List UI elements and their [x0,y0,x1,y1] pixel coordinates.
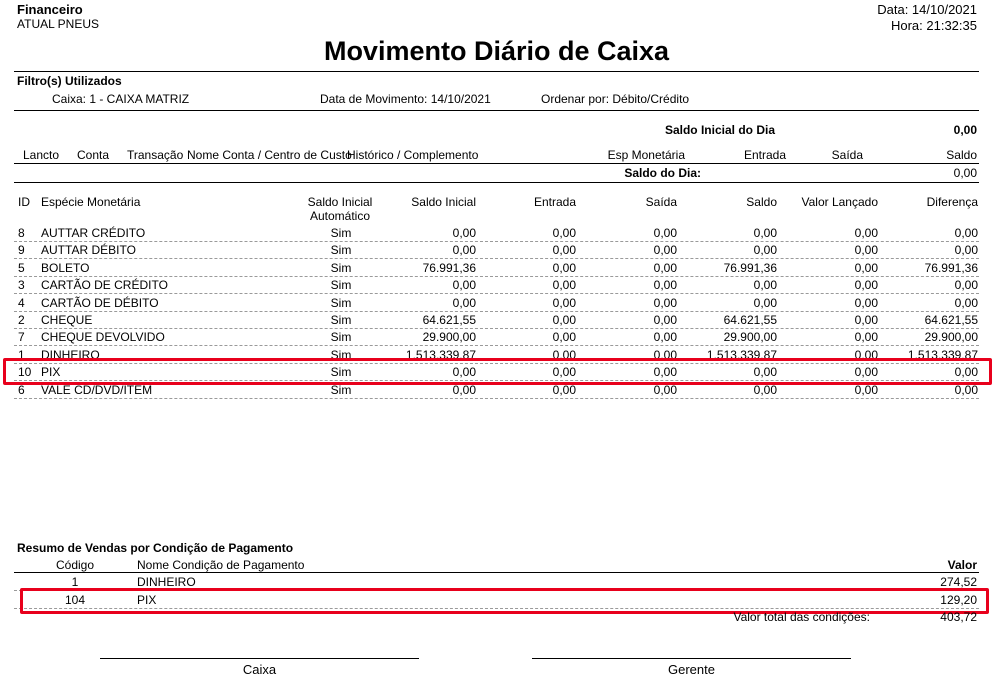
filter-ordenar: Ordenar por: Débito/Crédito [541,92,690,106]
pix-highlight-box [3,358,992,385]
especie-cell-id: 2 [18,313,25,327]
especie-cell-saldo-inicial: 29.900,00 [422,330,476,344]
especie-cell-nome: CARTÃO DE CRÉDITO [41,278,168,292]
header-divider [14,71,979,72]
especie-cell-auto: Sim [330,348,352,362]
especie-cell-entrada: 0,00 [552,278,576,292]
especie-cell-diferenca: 0,00 [954,226,978,240]
especie-cell-valor-lancado: 0,00 [854,226,878,240]
especie-cell-diferenca: 29.900,00 [924,330,978,344]
especie-cell-diferenca: 1.513.339,87 [907,348,978,362]
resumo-row-2-valor: 129,20 [940,593,977,607]
saldo-inicial-value: 0,00 [953,123,977,137]
especie-cell-saida: 0,00 [653,383,677,397]
especie-row-divider [14,241,979,242]
especie-cell-auto: Sim [330,243,352,257]
col-lancto: Lancto [23,148,60,162]
filter-caixa: Caixa: 1 - CAIXA MATRIZ [52,92,190,106]
especie-row-divider [14,328,979,329]
especie-cell-valor-lancado: 0,00 [854,296,878,310]
filters-divider [14,110,979,111]
especie-cell-valor-lancado: 0,00 [854,383,878,397]
especie-cell-id: 6 [18,383,25,397]
especie-cell-entrada: 0,00 [552,226,576,240]
filters-heading: Filtro(s) Utilizados [17,74,122,88]
col-valor: Valor [947,558,977,572]
especie-cell-saida: 0,00 [653,313,677,327]
resumo-header-divider [14,572,979,573]
especie-cell-auto: Sim [330,330,352,344]
gerente-signature-label: Gerente [668,662,715,677]
especie-cell-auto: Sim [330,261,352,275]
especie-row-divider [14,293,979,294]
especie-cell-nome: DINHEIRO [41,348,100,362]
page-title: Movimento Diário de Caixa [323,36,670,66]
especie-cell-saldo-inicial: 0,00 [452,278,476,292]
especie-cell-entrada: 0,00 [552,365,576,379]
especie-cell-saida: 0,00 [653,226,677,240]
especie-cell-nome: AUTTAR CRÉDITO [41,226,146,240]
especie-cell-saida: 0,00 [653,261,677,275]
especie-cell-valor-lancado: 0,00 [854,278,878,292]
especie-cell-valor-lancado: 0,00 [854,348,878,362]
especie-cell-saldo-inicial: 0,00 [452,383,476,397]
especie-row-divider [14,345,979,346]
col-nome-condicao: Nome Condição de Pagamento [137,558,305,572]
report-time: Hora: 21:32:35 [890,18,977,33]
col-diferenca: Diferença [926,195,978,209]
especie-cell-nome: CARTÃO DE DÉBITO [41,296,159,310]
especie-cell-saida: 0,00 [653,243,677,257]
col-historico: Histórico / Complemento [347,148,479,162]
especie-cell-id: 7 [18,330,25,344]
col-saldo-esp: Saldo [746,195,777,209]
saldo-dia-label: Saldo do Dia: [624,166,701,180]
especie-cell-saldo-inicial: 1.513.339,87 [405,348,476,362]
saldo-dia-value: 0,00 [953,166,977,180]
especie-cell-diferenca: 0,00 [954,296,978,310]
filter-data-movimento: Data de Movimento: 14/10/2021 [320,92,491,106]
col-esp-monetaria: Esp Monetária [607,148,685,162]
especie-cell-saldo-inicial: 0,00 [452,226,476,240]
especie-cell-auto: Sim [330,313,352,327]
col-transacao: Transação [127,148,184,162]
especie-cell-diferenca: 0,00 [954,383,978,397]
especie-cell-saldo: 76.991,36 [723,261,777,275]
especie-cell-auto: Sim [330,226,352,240]
especie-cell-diferenca: 76.991,36 [924,261,978,275]
col-especie: Espécie Monetária [41,195,141,209]
especie-cell-diferenca: 0,00 [954,278,978,292]
resumo-total-label: Valor total das condições: [733,610,870,624]
especie-cell-saida: 0,00 [653,330,677,344]
caixa-signature-line [100,658,419,659]
resumo-row-1-nome: DINHEIRO [137,575,196,589]
especie-cell-id: 4 [18,296,25,310]
especie-cell-nome: CHEQUE DEVOLVIDO [41,330,165,344]
especie-cell-nome: PIX [41,365,61,379]
lanc-header-divider [14,163,979,164]
resumo-total-value: 403,72 [940,610,977,624]
especie-cell-id: 10 [18,365,32,379]
especie-cell-entrada: 0,00 [552,383,576,397]
especie-cell-saldo: 0,00 [753,226,777,240]
especie-cell-nome: CHEQUE [41,313,93,327]
especie-cell-valor-lancado: 0,00 [854,330,878,344]
resumo-row-1-codigo: 1 [71,575,79,589]
especie-cell-saldo: 0,00 [753,296,777,310]
especie-cell-valor-lancado: 0,00 [854,243,878,257]
especie-cell-entrada: 0,00 [552,330,576,344]
especie-cell-saida: 0,00 [653,278,677,292]
col-saida: Saída [831,148,863,162]
especie-cell-saldo-inicial: 0,00 [452,365,476,379]
col-id: ID [18,195,30,209]
especie-cell-nome: AUTTAR DÉBITO [41,243,136,257]
especie-cell-saldo: 1.513.339,87 [706,348,777,362]
resumo-heading: Resumo de Vendas por Condição de Pagamento [17,541,294,555]
especie-cell-saldo: 0,00 [753,243,777,257]
especie-cell-saida: 0,00 [653,296,677,310]
especie-cell-saldo-inicial: 0,00 [452,296,476,310]
saldo-inicial-label: Saldo Inicial do Dia [664,123,775,137]
especie-cell-id: 3 [18,278,25,292]
especie-cell-saldo: 29.900,00 [723,330,777,344]
col-valor-lancado: Valor Lançado [801,195,878,209]
company-name: ATUAL PNEUS [17,17,100,31]
especie-cell-entrada: 0,00 [552,348,576,362]
col-saldo-inicial: Saldo Inicial [411,195,476,209]
col-codigo: Código [55,558,95,572]
resumo-row-2-codigo: 104 [64,593,86,607]
especie-cell-auto: Sim [330,296,352,310]
col-saida-esp: Saída [645,195,677,209]
especie-row-divider [14,398,979,399]
col-saldo: Saldo [946,148,977,162]
col-conta: Conta [77,148,110,162]
col-entrada-esp: Entrada [533,195,576,209]
especie-cell-saldo: 64.621,55 [723,313,777,327]
especie-cell-id: 1 [18,348,25,362]
col-entrada: Entrada [743,148,786,162]
especie-cell-saida: 0,00 [653,348,677,362]
especie-cell-id: 5 [18,261,25,275]
saldo-dia-divider [14,182,979,183]
especie-row-divider [14,276,979,277]
especie-cell-diferenca: 0,00 [954,243,978,257]
especie-row-divider [14,258,979,259]
especie-cell-diferenca: 64.621,55 [924,313,978,327]
resumo-row-1-valor: 274,52 [940,575,977,589]
especie-cell-saldo: 0,00 [753,383,777,397]
especie-cell-entrada: 0,00 [552,261,576,275]
especie-cell-nome: BOLETO [41,261,90,275]
especie-cell-id: 8 [18,226,25,240]
especie-cell-valor-lancado: 0,00 [854,261,878,275]
especie-cell-entrada: 0,00 [552,243,576,257]
gerente-signature-line [532,658,851,659]
especie-row-divider [14,311,979,312]
especie-cell-diferenca: 0,00 [954,365,978,379]
report-date: Data: 14/10/2021 [877,2,977,17]
especie-cell-nome: VALE CD/DVD/ITEM [41,383,153,397]
especie-cell-valor-lancado: 0,00 [854,365,878,379]
module-name: Financeiro [17,2,83,17]
especie-cell-saida: 0,00 [653,365,677,379]
especie-cell-saldo: 0,00 [753,365,777,379]
especie-cell-saldo-inicial: 76.991,36 [422,261,476,275]
especie-cell-entrada: 0,00 [552,313,576,327]
caixa-signature-label: Caixa [242,662,277,677]
especie-cell-auto: Sim [330,278,352,292]
especie-cell-saldo: 0,00 [753,278,777,292]
especie-cell-saldo-inicial: 0,00 [452,243,476,257]
especie-cell-valor-lancado: 0,00 [854,313,878,327]
especie-cell-auto: Sim [330,365,352,379]
col-nome-conta: Nome Conta / Centro de Custo [187,148,352,162]
resumo-row-2-nome: PIX [137,593,157,607]
especie-cell-saldo-inicial: 64.621,55 [422,313,476,327]
especie-cell-id: 9 [18,243,25,257]
col-saldo-auto: Saldo Inicial Automático [307,195,373,223]
especie-cell-entrada: 0,00 [552,296,576,310]
especie-cell-auto: Sim [330,383,352,397]
